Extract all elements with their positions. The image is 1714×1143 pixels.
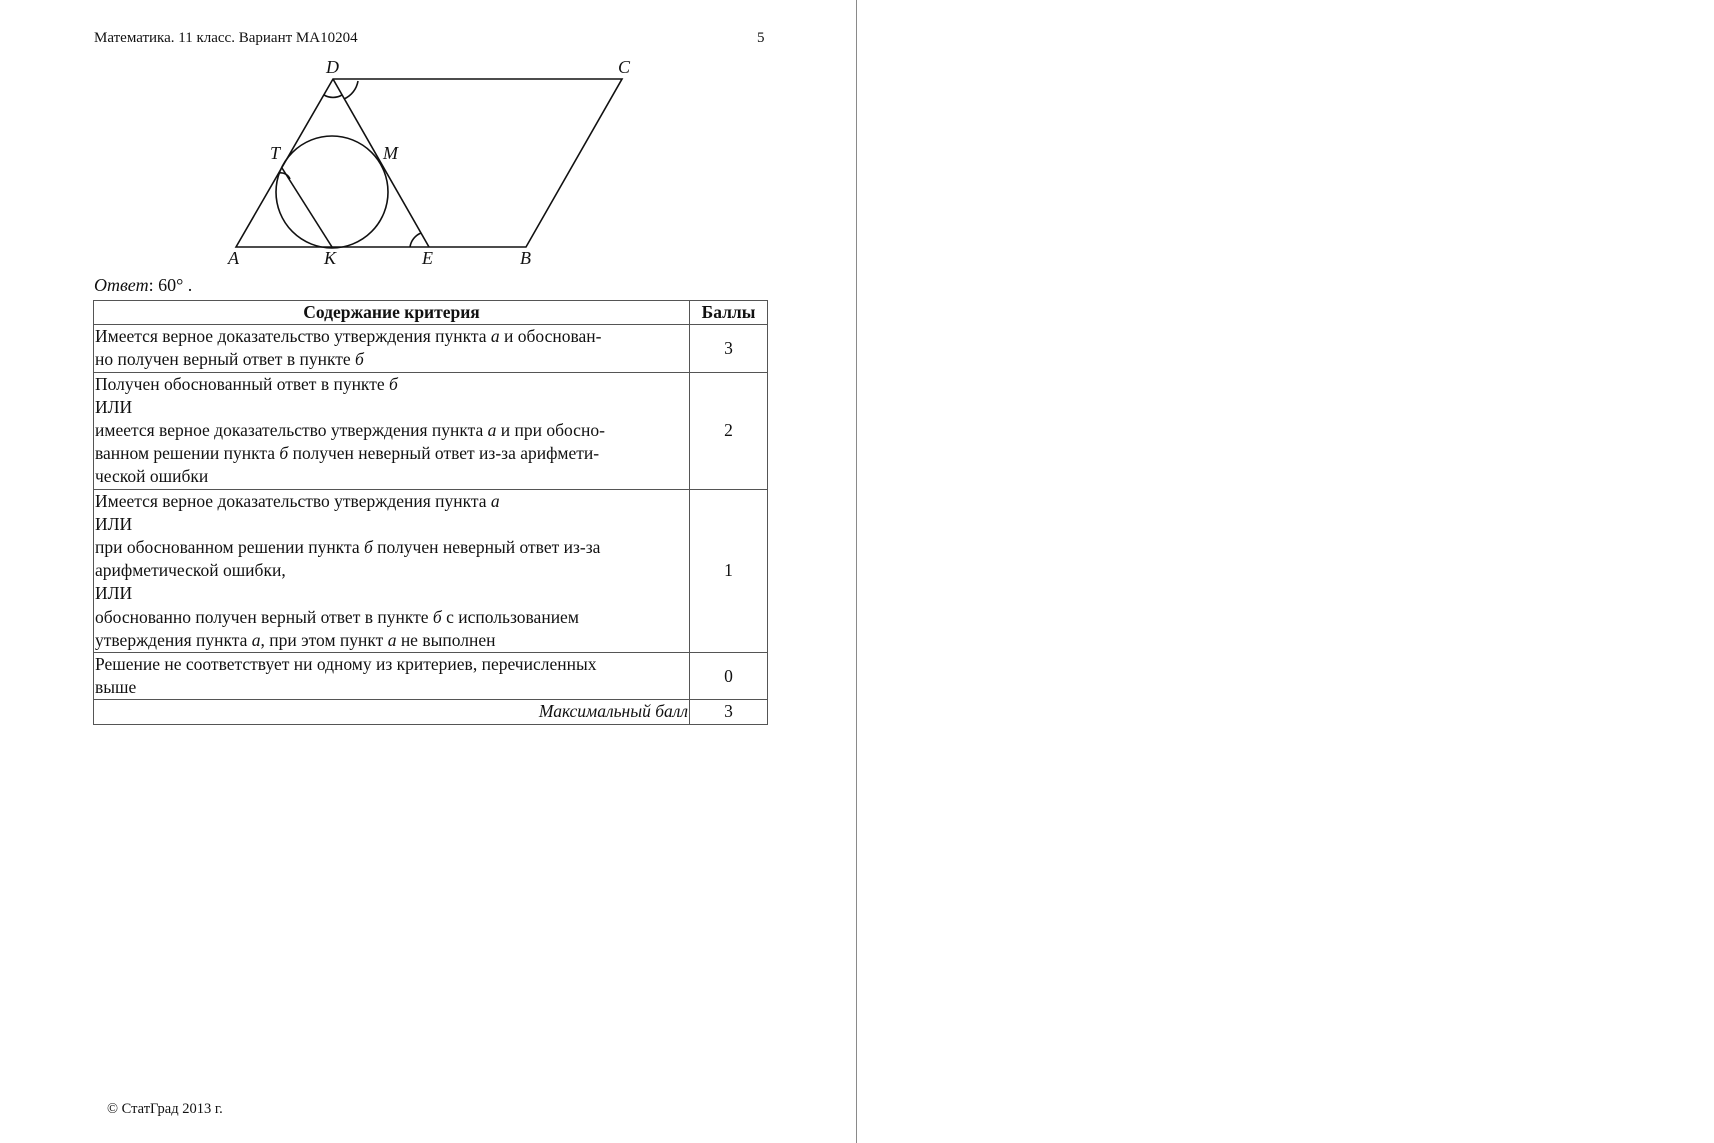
max-score-label: Максимальный балл xyxy=(94,700,690,724)
table-row xyxy=(94,372,768,489)
criterion-line: арифметической ошибки, xyxy=(95,560,286,581)
criterion-line: Имеется верное доказательство утверждения пункта а и обоснован- xyxy=(95,326,602,347)
criterion-line: ИЛИ xyxy=(95,513,133,534)
max-score-value: 3 xyxy=(690,700,768,724)
criterion-cell xyxy=(94,372,690,489)
answer-value: : 60° . xyxy=(148,275,193,295)
segment-tk xyxy=(282,168,332,247)
criterion-line: ческой ошибки xyxy=(95,466,209,487)
label-b: B xyxy=(520,248,531,268)
criterion-line: ИЛИ xyxy=(95,396,133,417)
parallelogram-diagram xyxy=(220,56,640,271)
page-number: 5 xyxy=(757,30,765,46)
label-c: C xyxy=(618,57,631,77)
criterion-line: Имеется верное доказательство утверждения пункта а xyxy=(95,490,500,511)
parallelogram-abcd xyxy=(236,79,622,247)
criterion-line: ванном решении пункта б получен неверный ответ из-за арифмети- xyxy=(95,443,600,464)
copyright-footer: © СтатГрад 2013 г. xyxy=(107,1101,223,1117)
criterion-cell xyxy=(94,325,690,372)
angle-mark-e xyxy=(410,233,421,247)
table-row xyxy=(94,325,768,372)
right-page-blank xyxy=(858,0,1714,1143)
label-e: E xyxy=(422,248,433,268)
criterion-line: при обоснованном решении пункта б получен неверный ответ из-за xyxy=(95,537,601,558)
label-m: M xyxy=(383,143,398,163)
angle-mark-dec xyxy=(344,81,358,99)
segment-de xyxy=(333,79,429,247)
points-cell: 1 xyxy=(690,489,768,652)
inscribed-circle xyxy=(276,136,388,248)
table-row xyxy=(94,653,768,700)
geometry-figure xyxy=(220,56,640,271)
criterion-line: а не выполнен xyxy=(387,629,496,650)
angle-mark-adk xyxy=(324,95,342,97)
criterion-cell xyxy=(94,653,690,700)
table-header-row xyxy=(94,301,768,325)
criterion-header: Содержание критерия xyxy=(94,301,690,325)
criterion-line: Получен обоснованный ответ в пункте б xyxy=(95,373,398,394)
points-header: Баллы xyxy=(690,301,768,325)
criterion-line: но получен верный ответ в пункте б xyxy=(95,349,364,370)
answer-line xyxy=(94,275,192,296)
answer-label: Ответ xyxy=(94,275,149,295)
label-d: D xyxy=(326,57,339,77)
criterion-line: утверждения пункта а, при этом пункт xyxy=(95,629,388,650)
criterion-line: ИЛИ xyxy=(95,583,133,604)
points-cell: 0 xyxy=(690,653,768,700)
points-cell: 3 xyxy=(690,325,768,372)
running-header: Математика. 11 класс. Вариант МА10204 xyxy=(94,30,358,46)
left-page xyxy=(0,0,856,1143)
criterion-line: Решение не соответствует ни одному из критериев, перечисленных xyxy=(95,654,597,675)
table-row xyxy=(94,489,768,652)
criterion-line: обоснованно получен верный ответ в пункте б с использованием xyxy=(95,606,579,627)
criteria-table xyxy=(93,300,768,725)
max-score-row xyxy=(94,700,768,724)
label-a: A xyxy=(228,248,239,268)
criterion-cell xyxy=(94,489,690,652)
label-t: T xyxy=(270,143,281,163)
criterion-line: выше xyxy=(95,677,137,698)
label-k: K xyxy=(324,248,337,268)
points-cell: 2 xyxy=(690,372,768,489)
criterion-line: имеется верное доказательство утверждения пункта а и при обосно- xyxy=(95,420,605,441)
page-divider xyxy=(856,0,857,1143)
